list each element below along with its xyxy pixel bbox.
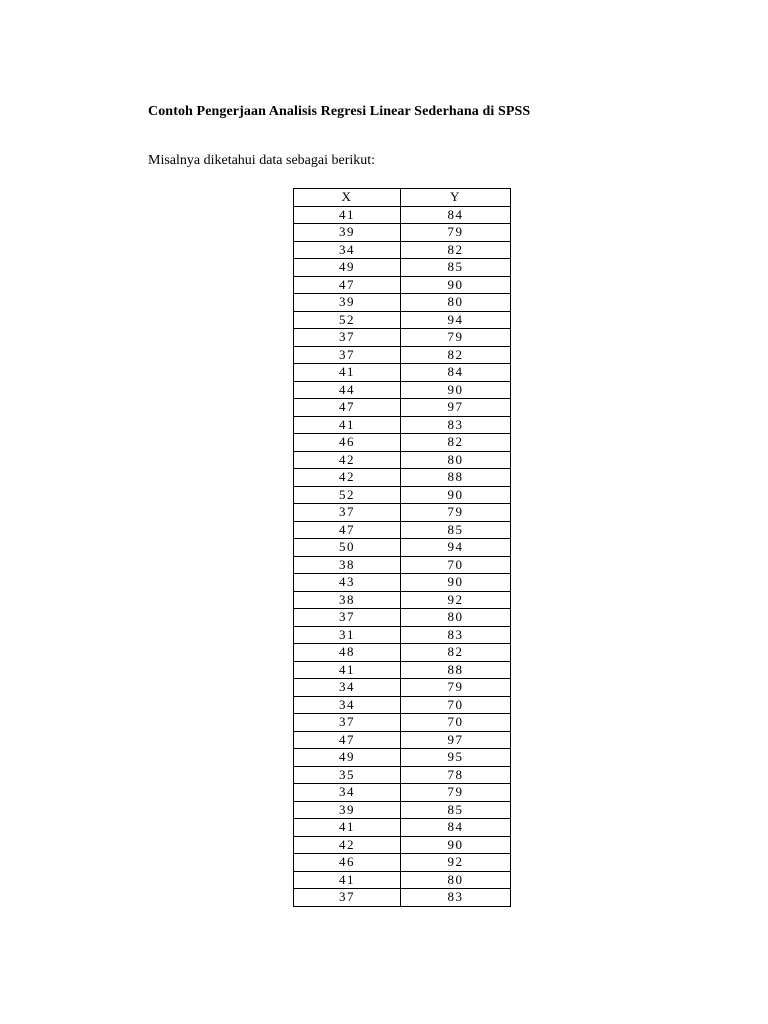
table-row bbox=[294, 889, 511, 907]
cell-x: 37 bbox=[294, 714, 401, 732]
cell-y: 79 bbox=[401, 679, 511, 697]
table-row bbox=[294, 556, 511, 574]
table-row bbox=[294, 731, 511, 749]
cell-x: 52 bbox=[294, 311, 401, 329]
table-row bbox=[294, 819, 511, 837]
table-row bbox=[294, 591, 511, 609]
table-row bbox=[294, 539, 511, 557]
cell-y: 88 bbox=[401, 469, 511, 487]
cell-x: 34 bbox=[294, 696, 401, 714]
table-row bbox=[294, 626, 511, 644]
cell-x: 42 bbox=[294, 469, 401, 487]
cell-y: 79 bbox=[401, 329, 511, 347]
table-row bbox=[294, 871, 511, 889]
cell-y: 85 bbox=[401, 521, 511, 539]
cell-y: 82 bbox=[401, 434, 511, 452]
cell-x: 52 bbox=[294, 486, 401, 504]
cell-x: 37 bbox=[294, 609, 401, 627]
table-row bbox=[294, 854, 511, 872]
cell-y: 83 bbox=[401, 626, 511, 644]
table-row bbox=[294, 801, 511, 819]
cell-y: 85 bbox=[401, 259, 511, 277]
page-title: Contoh Pengerjaan Analisis Regresi Linear Sederhana di SPSS bbox=[148, 104, 531, 119]
cell-x: 37 bbox=[294, 889, 401, 907]
cell-x: 34 bbox=[294, 784, 401, 802]
cell-x: 38 bbox=[294, 556, 401, 574]
table-row bbox=[294, 451, 511, 469]
cell-y: 90 bbox=[401, 381, 511, 399]
cell-y: 88 bbox=[401, 661, 511, 679]
table-row bbox=[294, 259, 511, 277]
table-row bbox=[294, 784, 511, 802]
table-row bbox=[294, 836, 511, 854]
table-row bbox=[294, 766, 511, 784]
cell-x: 48 bbox=[294, 644, 401, 662]
cell-y: 70 bbox=[401, 556, 511, 574]
cell-x: 42 bbox=[294, 836, 401, 854]
cell-x: 41 bbox=[294, 871, 401, 889]
table-row bbox=[294, 276, 511, 294]
cell-y: 83 bbox=[401, 416, 511, 434]
cell-x: 49 bbox=[294, 749, 401, 767]
cell-x: 42 bbox=[294, 451, 401, 469]
cell-x: 47 bbox=[294, 399, 401, 417]
table-row bbox=[294, 679, 511, 697]
cell-y: 70 bbox=[401, 714, 511, 732]
cell-y: 84 bbox=[401, 206, 511, 224]
cell-y: 80 bbox=[401, 451, 511, 469]
cell-x: 50 bbox=[294, 539, 401, 557]
table-row bbox=[294, 294, 511, 312]
table-row bbox=[294, 434, 511, 452]
table-row bbox=[294, 486, 511, 504]
cell-y: 97 bbox=[401, 731, 511, 749]
header-row bbox=[294, 189, 511, 207]
cell-y: 90 bbox=[401, 486, 511, 504]
cell-x: 47 bbox=[294, 521, 401, 539]
data-table bbox=[293, 188, 511, 907]
table-row bbox=[294, 609, 511, 627]
cell-y: 82 bbox=[401, 346, 511, 364]
cell-y: 84 bbox=[401, 364, 511, 382]
cell-y: 78 bbox=[401, 766, 511, 784]
table-row bbox=[294, 381, 511, 399]
cell-x: 47 bbox=[294, 731, 401, 749]
cell-y: 90 bbox=[401, 276, 511, 294]
cell-y: 90 bbox=[401, 836, 511, 854]
cell-y: 83 bbox=[401, 889, 511, 907]
table-row bbox=[294, 364, 511, 382]
cell-y: 79 bbox=[401, 784, 511, 802]
table-row bbox=[294, 749, 511, 767]
cell-x: 44 bbox=[294, 381, 401, 399]
cell-y: 97 bbox=[401, 399, 511, 417]
cell-y: 94 bbox=[401, 311, 511, 329]
table-row bbox=[294, 574, 511, 592]
cell-x: 31 bbox=[294, 626, 401, 644]
cell-x: 39 bbox=[294, 224, 401, 242]
table-row bbox=[294, 346, 511, 364]
cell-y: 82 bbox=[401, 241, 511, 259]
cell-y: 85 bbox=[401, 801, 511, 819]
cell-x: 49 bbox=[294, 259, 401, 277]
cell-x: 34 bbox=[294, 679, 401, 697]
column-header-x: X bbox=[294, 189, 401, 207]
cell-y: 92 bbox=[401, 854, 511, 872]
cell-y: 90 bbox=[401, 574, 511, 592]
cell-y: 95 bbox=[401, 749, 511, 767]
cell-x: 34 bbox=[294, 241, 401, 259]
cell-x: 37 bbox=[294, 346, 401, 364]
cell-x: 37 bbox=[294, 504, 401, 522]
table-row bbox=[294, 644, 511, 662]
column-header-y: Y bbox=[401, 189, 511, 207]
cell-y: 70 bbox=[401, 696, 511, 714]
cell-y: 92 bbox=[401, 591, 511, 609]
cell-x: 41 bbox=[294, 661, 401, 679]
table-row bbox=[294, 241, 511, 259]
table-row bbox=[294, 224, 511, 242]
cell-x: 43 bbox=[294, 574, 401, 592]
cell-x: 46 bbox=[294, 434, 401, 452]
table-row bbox=[294, 416, 511, 434]
cell-y: 94 bbox=[401, 539, 511, 557]
cell-x: 41 bbox=[294, 206, 401, 224]
table-row bbox=[294, 661, 511, 679]
cell-y: 79 bbox=[401, 224, 511, 242]
cell-x: 39 bbox=[294, 801, 401, 819]
table-row bbox=[294, 311, 511, 329]
cell-x: 41 bbox=[294, 819, 401, 837]
cell-y: 84 bbox=[401, 819, 511, 837]
table-row bbox=[294, 504, 511, 522]
cell-y: 82 bbox=[401, 644, 511, 662]
table-row bbox=[294, 521, 511, 539]
table-body bbox=[294, 206, 511, 906]
cell-y: 79 bbox=[401, 504, 511, 522]
cell-x: 46 bbox=[294, 854, 401, 872]
table-row bbox=[294, 469, 511, 487]
table-row bbox=[294, 329, 511, 347]
table-row bbox=[294, 696, 511, 714]
cell-x: 38 bbox=[294, 591, 401, 609]
cell-y: 80 bbox=[401, 871, 511, 889]
cell-x: 41 bbox=[294, 416, 401, 434]
table-row bbox=[294, 714, 511, 732]
cell-x: 35 bbox=[294, 766, 401, 784]
cell-x: 37 bbox=[294, 329, 401, 347]
cell-y: 80 bbox=[401, 294, 511, 312]
cell-y: 80 bbox=[401, 609, 511, 627]
cell-x: 39 bbox=[294, 294, 401, 312]
cell-x: 41 bbox=[294, 364, 401, 382]
cell-x: 47 bbox=[294, 276, 401, 294]
table-row bbox=[294, 399, 511, 417]
table-row bbox=[294, 206, 511, 224]
table-header bbox=[294, 189, 511, 207]
intro-text: Misalnya diketahui data sebagai berikut: bbox=[148, 153, 376, 168]
